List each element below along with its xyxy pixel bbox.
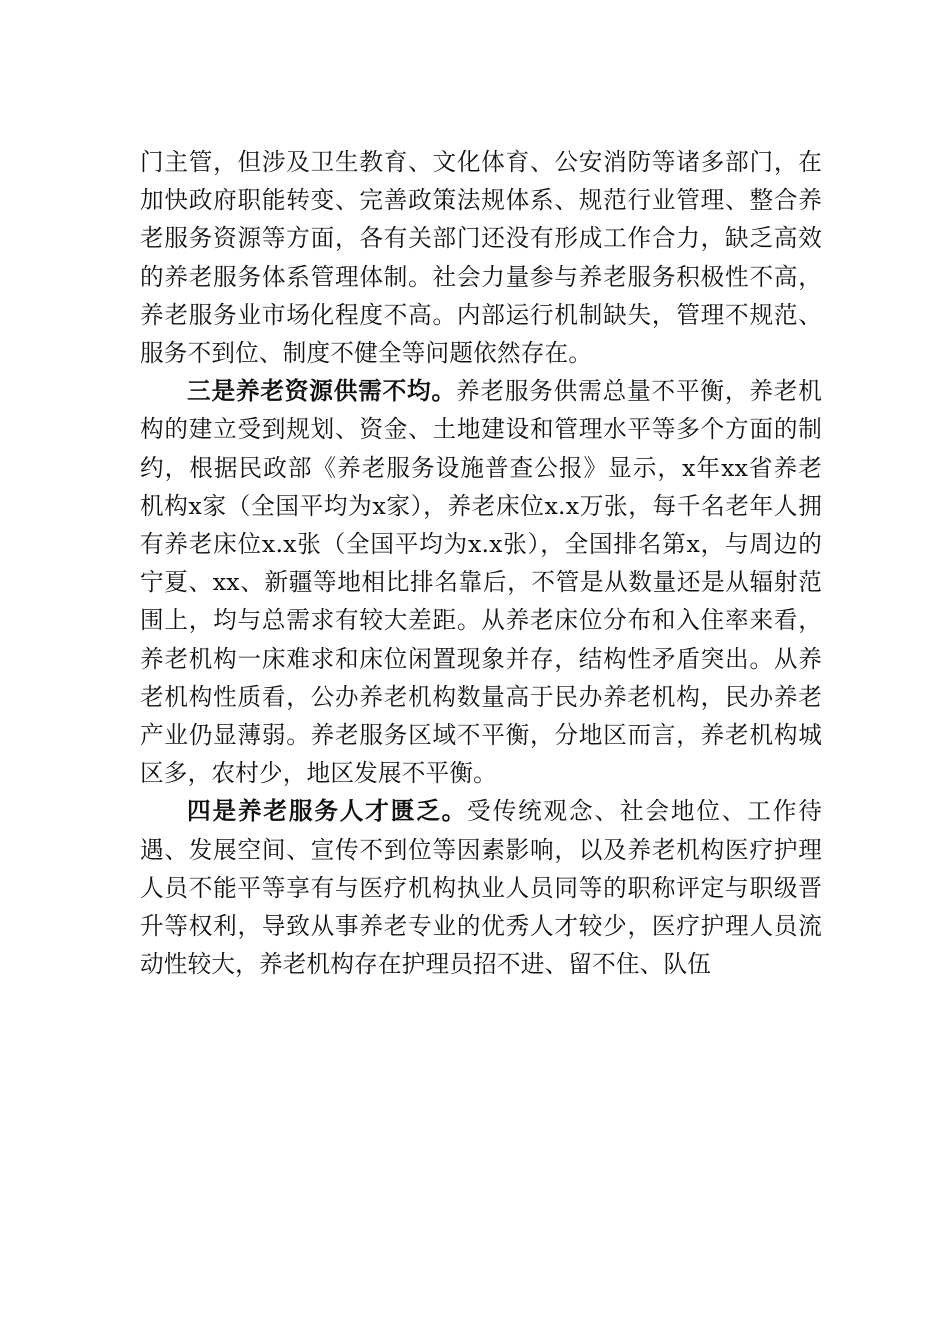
paragraph-continuation [140,143,822,372]
paragraph-talent-shortage [140,792,822,983]
paragraph-text: 养老服务供需总量不平衡，养老机构的建立受到规划、资金、土地建设和管理水平等多个方面的制约，根据民政部《养老服务设施普查公报》显示，x年xx省养老机构x家（全国平均为x家），养老床位x.x万张，每千名老年人拥有养老床位x.x张（全国平均为x.x张），全国排名第x，与周边的宁夏、xx、新疆等地相比排名靠后，不管是从数量还是从辐射范围上，均与总需求有较大差距。从养老床位分布和入住率来看，养老机构一床难求和床位闲置现象并存，结构性矛盾突出。从养老机构性质看，公办养老机构数量高于民办养老机构，民办养老产业仍显薄弱。养老服务区域不平衡，分地区而言，养老机构城区多，农村少，地区发展不平衡。 [140,377,823,788]
paragraph-text: 受传统观念、社会地位、工作待遇、发展空间、宣传不到位等因素影响，以及养老机构医疗护理人员不能平等享有与医疗机构执业人员同等的职称评定与职级晋升等权利，导致从事养老专业的优秀人才较少，医疗护理人员流动性较大，养老机构存在护理员招不进、留不住、队伍 [140,797,822,979]
document-page [140,143,822,983]
paragraph-heading: 三是养老资源供需不均。 [187,377,456,406]
paragraph-heading: 四是养老服务人才匮乏。 [187,797,468,826]
paragraph-resource-imbalance [140,372,822,792]
paragraph-text: 门主管，但涉及卫生教育、文化体育、公安消防等诸多部门，在加快政府职能转变、完善政策法规体系、规范行业管理、整合养老服务资源等方面，各有关部门还没有形成工作合力，缺乏高效的养老服务体系管理体制。社会力量参与养老服务积极性不高，养老服务业市场化程度不高。内部运行机制缺失，管理不规范、服务不到位、制度不健全等问题依然存在。 [140,148,822,368]
